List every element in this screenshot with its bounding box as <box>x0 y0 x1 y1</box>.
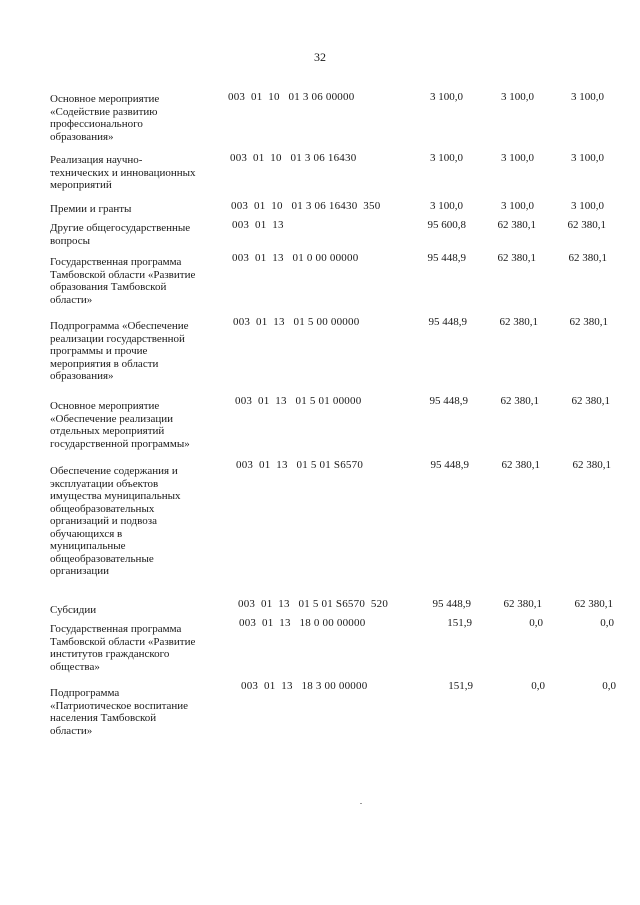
row-value-3: 62 380,1 <box>569 316 608 328</box>
row-name: Подпрограмма «Патриотическое воспитание населения Тамбовской области» <box>50 687 189 737</box>
row-code: 003 01 13 18 3 00 00000 <box>241 680 368 692</box>
row-value-2: 62 380,1 <box>501 459 540 471</box>
row-value-2: 3 100,0 <box>501 152 534 164</box>
row-code: 003 01 13 01 5 01 S6570 520 <box>238 598 389 610</box>
row-name: Реализация научно- технических и инновационных мероприятий <box>50 154 196 191</box>
row-value-1: 3 100,0 <box>430 91 463 103</box>
row-value-1: 95 448,9 <box>427 252 466 264</box>
row-value-3: 3 100,0 <box>571 200 604 212</box>
row-value-1: 151,9 <box>447 617 472 629</box>
row-value-3: 62 380,1 <box>571 395 610 407</box>
page-number: 32 <box>314 50 326 64</box>
row-value-3: 3 100,0 <box>571 152 604 164</box>
row-name: Государственная программа Тамбовской области «Развитие образования Тамбовской области» <box>50 256 196 306</box>
row-value-2: 3 100,0 <box>501 91 534 103</box>
row-name: Другие общегосударственные вопросы <box>50 222 191 247</box>
scan-speck <box>360 803 362 804</box>
row-code: 003 01 10 01 3 06 00000 <box>228 91 355 103</box>
row-value-2: 0,0 <box>531 680 545 692</box>
row-value-1: 3 100,0 <box>430 200 463 212</box>
row-value-1: 95 448,9 <box>429 395 468 407</box>
row-name: Государственная программа Тамбовской области «Развитие институтов гражданского общества» <box>50 623 196 673</box>
row-name: Основное мероприятие «Содействие развитию профессионального образования» <box>50 93 160 143</box>
row-code: 003 01 13 01 5 00 00000 <box>233 316 360 328</box>
row-value-3: 62 380,1 <box>572 459 611 471</box>
row-value-1: 95 448,9 <box>430 459 469 471</box>
row-name: Субсидии <box>50 604 97 616</box>
row-name: Основное мероприятие «Обеспечение реализации отдельных мероприятий государственной программы» <box>50 400 190 450</box>
row-value-1: 95 448,9 <box>432 598 471 610</box>
row-value-1: 3 100,0 <box>430 152 463 164</box>
row-value-3: 0,0 <box>600 617 614 629</box>
row-value-3: 3 100,0 <box>571 91 604 103</box>
row-value-3: 62 380,1 <box>567 219 606 231</box>
row-value-1: 151,9 <box>448 680 473 692</box>
row-code: 003 01 13 01 0 00 00000 <box>232 252 359 264</box>
row-name: Подпрограмма «Обеспечение реализации государственной программы и прочие мероприятия в области образования» <box>50 320 189 382</box>
row-code: 003 01 13 01 5 01 00000 <box>235 395 362 407</box>
row-value-3: 62 380,1 <box>574 598 613 610</box>
row-code: 003 01 10 01 3 06 16430 <box>230 152 357 164</box>
row-name: Премии и гранты <box>50 203 132 215</box>
row-value-2: 3 100,0 <box>501 200 534 212</box>
row-value-2: 62 380,1 <box>497 252 536 264</box>
row-value-3: 62 380,1 <box>568 252 607 264</box>
row-value-1: 95 600,8 <box>427 219 466 231</box>
row-code: 003 01 13 <box>232 219 284 231</box>
row-value-1: 95 448,9 <box>428 316 467 328</box>
row-value-2: 0,0 <box>529 617 543 629</box>
row-code: 003 01 10 01 3 06 16430 350 <box>231 200 381 212</box>
row-value-2: 62 380,1 <box>497 219 536 231</box>
row-value-2: 62 380,1 <box>503 598 542 610</box>
row-code: 003 01 13 01 5 01 S6570 <box>236 459 364 471</box>
row-name: Обеспечение содержания и эксплуатации объектов имущества муниципальных общеобразовательных организаций и подвоза обучающихся в муниципальные общеобразовательные организации <box>50 465 181 577</box>
row-value-3: 0,0 <box>602 680 616 692</box>
row-code: 003 01 13 18 0 00 00000 <box>239 617 366 629</box>
row-value-2: 62 380,1 <box>499 316 538 328</box>
row-value-2: 62 380,1 <box>500 395 539 407</box>
